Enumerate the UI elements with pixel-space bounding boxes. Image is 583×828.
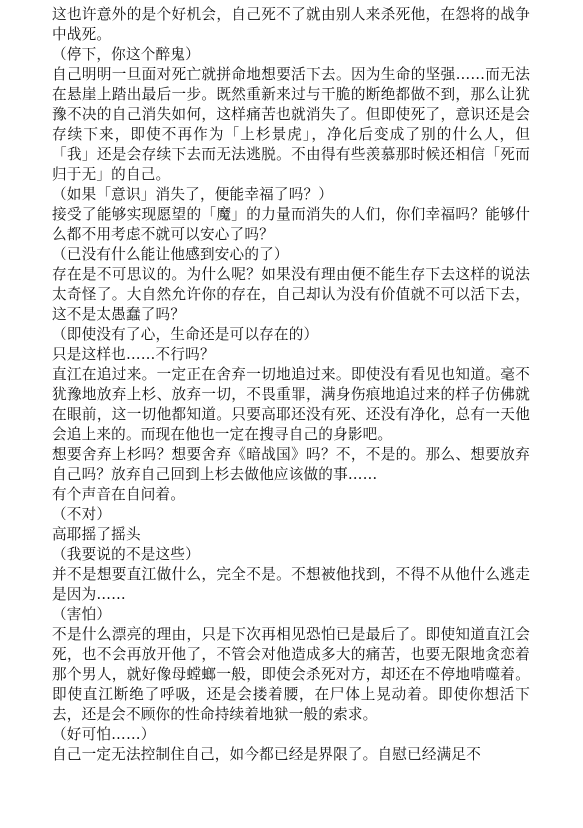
paragraph: 存在是不可思议的。为什么呢？如果没有理由便不能生存下去这样的说法太奇怪了。大自然允许你的存在，自己却认为没有价值就不可以活下去，这不是太愚蠢了吗？	[52, 266, 530, 323]
paragraph: 接受了能够实现愿望的「魔」的力量而消失的人们，你们幸福吗？能够什么都不用考虑不就可以安心了吗？	[52, 206, 530, 243]
paragraph: 直江在追过来。一定正在舍弃一切地追过来。即使没有看见也知道。毫不犹豫地放弃上杉、放弃一切，不畏重罪，满身伤痕地追过来的样子仿佛就在眼前，这一切他都知道。只要高耶还没有死、还没有净化，总有一天他会追上来的。而现在他也一定在搜寻自己的身影吧。	[52, 366, 530, 443]
paragraph: （好可怕……）	[52, 726, 156, 743]
paragraph: （已没有什么能让他感到安心的了）	[52, 246, 289, 263]
paragraph: 想要舍弃上杉吗？想要舍弃《暗战国》吗？不，不是的。那么、想要放弃自己吗？放弃自己回到上杉去做他应该做的事……	[52, 446, 530, 483]
paragraph: （害怕）	[52, 606, 112, 623]
document-page	[52, 0, 530, 828]
paragraph: （停下，你这个醉鬼）	[52, 46, 200, 63]
paragraph: （如果「意识」消失了，便能幸福了吗？）	[52, 186, 334, 203]
paragraph: 有个声音在自问着。	[52, 486, 186, 503]
paragraph: （即使没有了心，生命还是可以存在的）	[52, 326, 319, 343]
paragraph: 自己一定无法控制住自己，如今都已经是界限了。自慰已经满足不	[52, 746, 482, 763]
paragraph: 这也许意外的是个好机会，自己死不了就由别人来杀死他，在怨将的战争中战死。	[52, 6, 530, 43]
paragraph: 自己明明一旦面对死亡就拼命地想要活下去。因为生命的坚强……而无法在悬崖上踏出最后一步。既然重新来过与干脆的断绝都做不到，那么让犹豫不决的自己消失如何，这样痛苦也就消失了。但即使死了，意识还是会存续下来，即使不再作为「上杉景虎」，净化后变成了别的什么人，但「我」还是会存续下去而无法逃脱。不由得有些羡慕那时候还相信「死而归于无」的自己。	[52, 66, 530, 183]
paragraph: 不是什么漂亮的理由，只是下次再相见恐怕已是最后了。即使知道直江会死，也不会再放开他了，不管会对他造成多大的痛苦，也要无限地贪恋着那个男人，就好像母螳螂一般，即使会杀死对方，却还在不停地啃噬着。即使直江断绝了呼吸，还是会搂着腰，在尸体上晃动着。即使你想活下去，还是会不顾你的性命持续着地狱一般的索求。	[52, 626, 530, 723]
paragraph: （不对）	[52, 506, 112, 523]
paragraph: 只是这样也……不行吗？	[52, 346, 215, 363]
paragraph: 并不是想要直江做什么，完全不是。不想被他找到，不得不从他什么逃走是因为……	[52, 566, 530, 603]
paragraph: （我要说的不是这些）	[52, 546, 200, 563]
paragraph: 高耶摇了摇头	[52, 526, 141, 543]
